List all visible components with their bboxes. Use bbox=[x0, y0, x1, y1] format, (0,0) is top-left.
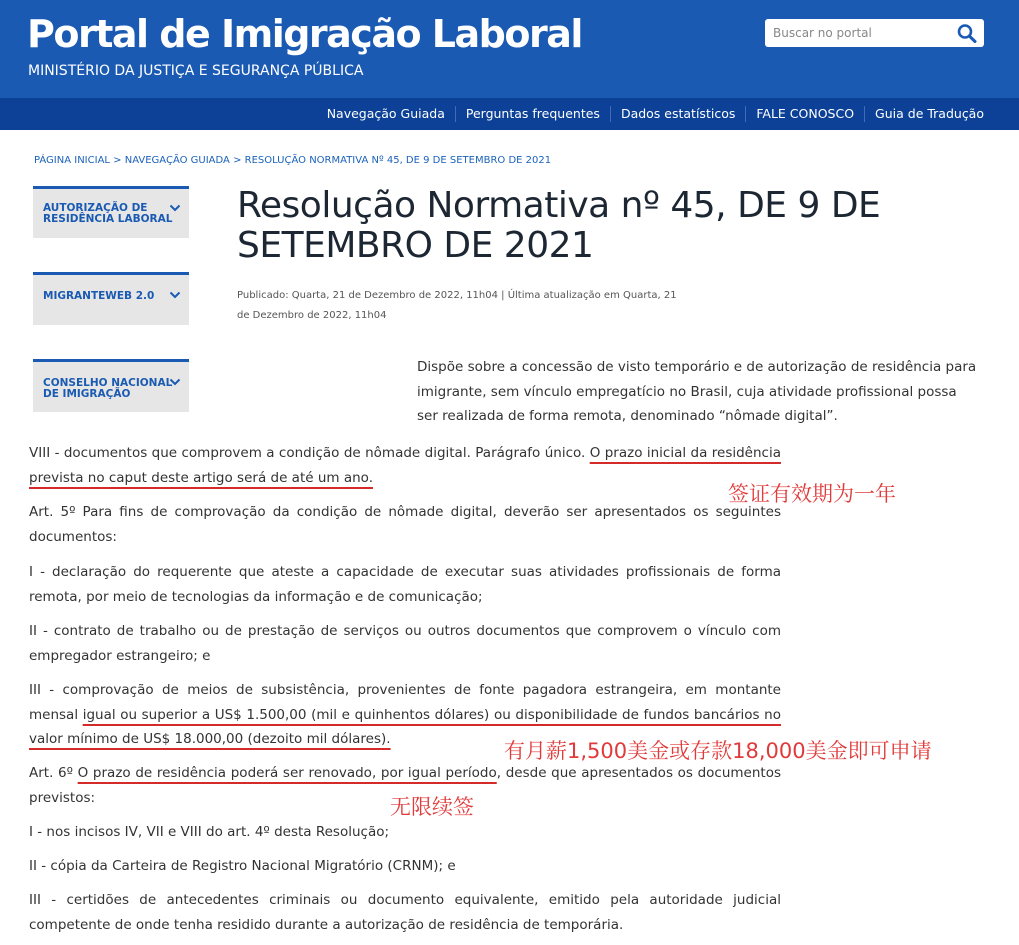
annotation-renewal: 无限续签 bbox=[390, 795, 474, 819]
paragraph-art-6-i: I - nos incisos IV, VII e VIII do art. 4º desta Resolução; bbox=[29, 824, 390, 840]
sidebar-item-label: CONSELHO NACIONAL DE IMIGRAÇÃO bbox=[43, 377, 173, 400]
search-input[interactable] bbox=[765, 19, 945, 47]
chevron-down-icon bbox=[169, 204, 181, 212]
paragraph-art-6-iii: III - certidões de antecedentes criminais ou documento equivalente, emitido pela autoridade judicial competente de onde tenha residido durante a autorização de residência de temporária. bbox=[29, 892, 781, 933]
paragraph-art-5: Art. 5º Para fins de comprovação da condição de nômade digital, deverão ser apresentados os seguintes documentos: bbox=[29, 504, 781, 545]
site-title[interactable]: Portal de Imigração Laboral bbox=[27, 12, 582, 56]
nav-item-fale-conosco[interactable]: FALE CONOSCO bbox=[745, 106, 864, 122]
site-header bbox=[0, 0, 1019, 98]
highlighted-text-prazo-inicial: O prazo inicial da residência prevista no caput deste artigo será de até um ano. bbox=[29, 445, 781, 486]
paragraph-art-6-ii: II - cópia da Carteira de Registro Nacional Migratório (CRNM); e bbox=[29, 858, 456, 874]
paragraph-text: VIII - documentos que comprovem a condição de nômade digital. Parágrafo único. bbox=[29, 445, 590, 461]
paragraph-art-5-i: I - declaração do requerente que ateste a capacidade de executar suas atividades profissionais de forma remota, por meio de tecnologias da informação e de comunicação; bbox=[29, 564, 781, 605]
sidebar-item-conselho[interactable] bbox=[33, 359, 189, 412]
highlighted-text-renda: igual ou superior a US$ 1.500,00 (mil e quinhentos dólares) ou disponibilidade de fundos bancários no valor mínimo de US$ 18.000,00 (dezoito mil dólares). bbox=[29, 706, 781, 747]
page-title: Resolução Normativa nº 45, DE 9 DE SETEMBRO DE 2021 bbox=[237, 185, 881, 266]
paragraph-text: Art. 6º bbox=[29, 765, 78, 781]
sidebar-item-migranteweb[interactable] bbox=[33, 272, 189, 325]
article-ementa: Dispõe sobre a concessão de visto temporário e de autorização de residência para imigrante, sem vínculo empregatício no Brasil, cuja atividade profissional possa ser realizada de forma remota, denominado “nômade digital”. bbox=[417, 359, 977, 424]
breadcrumb[interactable]: PÁGINA INICIAL > NAVEGAÇÃO GUIADA > RESOLUÇÃO NORMATIVA Nº 45, DE 9 DE SETEMBRO DE 2021 bbox=[34, 155, 552, 166]
sidebar-item-autorizacao[interactable] bbox=[33, 186, 189, 238]
search-box bbox=[765, 19, 984, 47]
annotation-income: 有月薪1,500美金或存款18,000美金即可申请 bbox=[504, 739, 932, 763]
nav-item-guia-de-traducao[interactable]: Guia de Tradução bbox=[864, 106, 994, 122]
sidebar-item-label: AUTORIZAÇÃO DE RESIDÊNCIA LABORAL bbox=[43, 202, 173, 225]
paragraph-text: III - comprovação de meios de subsistência, provenientes de fonte pagadora estrangeira, em montante mensal bbox=[29, 682, 781, 723]
article-meta: Publicado: Quarta, 21 de Dezembro de 2022, 11h04 | Última atualização em Quarta, 21 de Dezembro de 2022, 11h04 bbox=[237, 290, 677, 321]
paragraph-text: , desde que apresentados os documentos previstos: bbox=[29, 765, 781, 806]
main-nav bbox=[0, 98, 1019, 130]
sidebar-item-label: MIGRANTEWEB 2.0 bbox=[43, 290, 155, 302]
search-icon[interactable] bbox=[956, 23, 978, 43]
annotation-validity: 签证有效期为一年 bbox=[728, 482, 896, 506]
chevron-down-icon bbox=[169, 291, 181, 299]
highlighted-text-renovacao: O prazo de residência poderá ser renovado, por igual período bbox=[77, 765, 497, 781]
paragraph-viii bbox=[29, 441, 781, 490]
paragraph-art-5-ii: II - contrato de trabalho ou de prestação de serviços ou outros documentos que comprovem o vínculo com empregador estrangeiro; e bbox=[29, 623, 781, 664]
nav-item-perguntas-frequentes[interactable]: Perguntas frequentes bbox=[455, 106, 610, 122]
nav-item-navegacao-guiada[interactable]: Navegação Guiada bbox=[326, 106, 445, 121]
nav-item-dados-estatisticos[interactable]: Dados estatísticos bbox=[610, 106, 745, 122]
chevron-down-icon bbox=[169, 378, 181, 386]
site-subtitle: MINISTÉRIO DA JUSTIÇA E SEGURANÇA PÚBLICA bbox=[28, 63, 364, 79]
